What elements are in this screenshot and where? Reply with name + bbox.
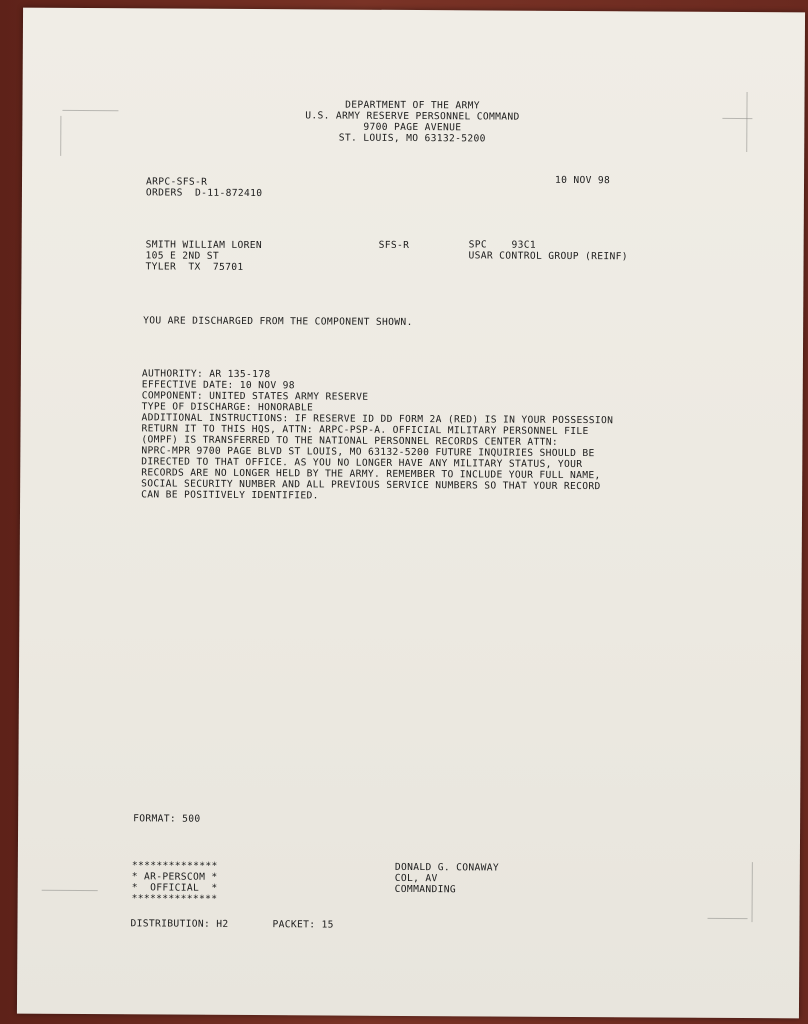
seal-line: ************** bbox=[131, 893, 218, 905]
letterhead-line: U.S. ARMY RESERVE PERSONNEL COMMAND bbox=[305, 110, 520, 123]
detail-line: NPRC-MPR 9700 PAGE BLVD ST LOUIS, MO 63132-5200 FUTURE INQUIRIES SHOULD BE bbox=[141, 445, 595, 460]
letterhead-line: 9700 PAGE AVENUE bbox=[363, 121, 462, 134]
format-code: FORMAT: 500 bbox=[133, 813, 201, 825]
discharge-statement: YOU ARE DISCHARGED FROM THE COMPONENT SHOWN. bbox=[143, 315, 413, 329]
orders-number: ORDERS D-11-872410 bbox=[145, 187, 263, 200]
detail-line: COMPONENT: UNITED STATES ARMY RESERVE bbox=[141, 390, 369, 403]
registration-mark-bottom-right-vertical bbox=[752, 862, 753, 922]
section-code: SFS-R bbox=[378, 239, 410, 251]
registration-mark-bottom-right bbox=[708, 918, 748, 919]
detail-line: SOCIAL SECURITY NUMBER AND ALL PREVIOUS SERVICE NUMBERS SO THAT YOUR RECORD bbox=[141, 478, 601, 493]
detail-line: TYPE OF DISCHARGE: HONORABLE bbox=[141, 401, 314, 414]
registration-mark-top-right-vertical bbox=[746, 92, 747, 152]
assigned-unit: USAR CONTROL GROUP (REINF) bbox=[468, 250, 628, 263]
order-date: 10 NOV 98 bbox=[555, 174, 611, 187]
letterhead-line: ST. LOUIS, MO 63132-5200 bbox=[338, 132, 486, 145]
detail-line: CAN BE POSITIVELY IDENTIFIED. bbox=[141, 489, 319, 502]
soldier-city: TYLER TX 75701 bbox=[145, 261, 244, 273]
detail-line: (OMPF) IS TRANSFERRED TO THE NATIONAL PERSONNEL RECORDS CENTER ATTN: bbox=[141, 434, 559, 448]
seal-line: * AR-PERSCOM * bbox=[131, 871, 218, 883]
signer-rank: COL, AV bbox=[394, 872, 438, 885]
office-symbol: ARPC-SFS-R bbox=[145, 176, 208, 188]
registration-mark-bottom-left bbox=[42, 890, 98, 891]
registration-mark-top-left bbox=[62, 110, 118, 111]
registration-mark-top-right bbox=[722, 118, 752, 119]
letterhead bbox=[202, 99, 622, 146]
soldier-street: 105 E 2ND ST bbox=[145, 250, 220, 262]
soldier-name: SMITH WILLIAM LOREN bbox=[145, 239, 263, 252]
detail-line: DIRECTED TO THAT OFFICE. AS YOU NO LONGER HAVE ANY MILITARY STATUS, YOUR bbox=[141, 456, 583, 471]
letterhead-line: DEPARTMENT OF THE ARMY bbox=[345, 99, 480, 112]
detail-line: AUTHORITY: AR 135-178 bbox=[141, 368, 271, 381]
signer-name: DONALD G. CONAWAY bbox=[394, 861, 500, 874]
official-seal-block bbox=[132, 860, 218, 905]
detail-line: ADDITIONAL INSTRUCTIONS: IF RESERVE ID DD FORM 2A (RED) IS IN YOUR POSSESSION bbox=[141, 412, 614, 427]
distribution-code: DISTRIBUTION: H2 bbox=[130, 918, 229, 930]
discharge-details bbox=[141, 368, 614, 503]
registration-mark-top-left-vertical bbox=[60, 116, 61, 156]
seal-line: ************** bbox=[131, 860, 218, 872]
signature-block bbox=[395, 862, 499, 896]
discharge-orders-document bbox=[17, 8, 805, 1019]
signer-title: COMMANDING bbox=[394, 883, 456, 896]
grade-mos: SPC 93C1 bbox=[468, 239, 537, 251]
detail-line: RETURN IT TO THIS HQS, ATTN: ARPC-PSP-A. OFFICIAL MILITARY PERSONNEL FILE bbox=[141, 423, 589, 438]
detail-line: RECORDS ARE NO LONGER HELD BY THE ARMY. REMEMBER TO INCLUDE YOUR FULL NAME, bbox=[141, 467, 601, 482]
detail-line: EFFECTIVE DATE: 10 NOV 98 bbox=[141, 379, 295, 392]
seal-line: * OFFICIAL * bbox=[131, 882, 218, 894]
packet-number: PACKET: 15 bbox=[272, 919, 334, 931]
